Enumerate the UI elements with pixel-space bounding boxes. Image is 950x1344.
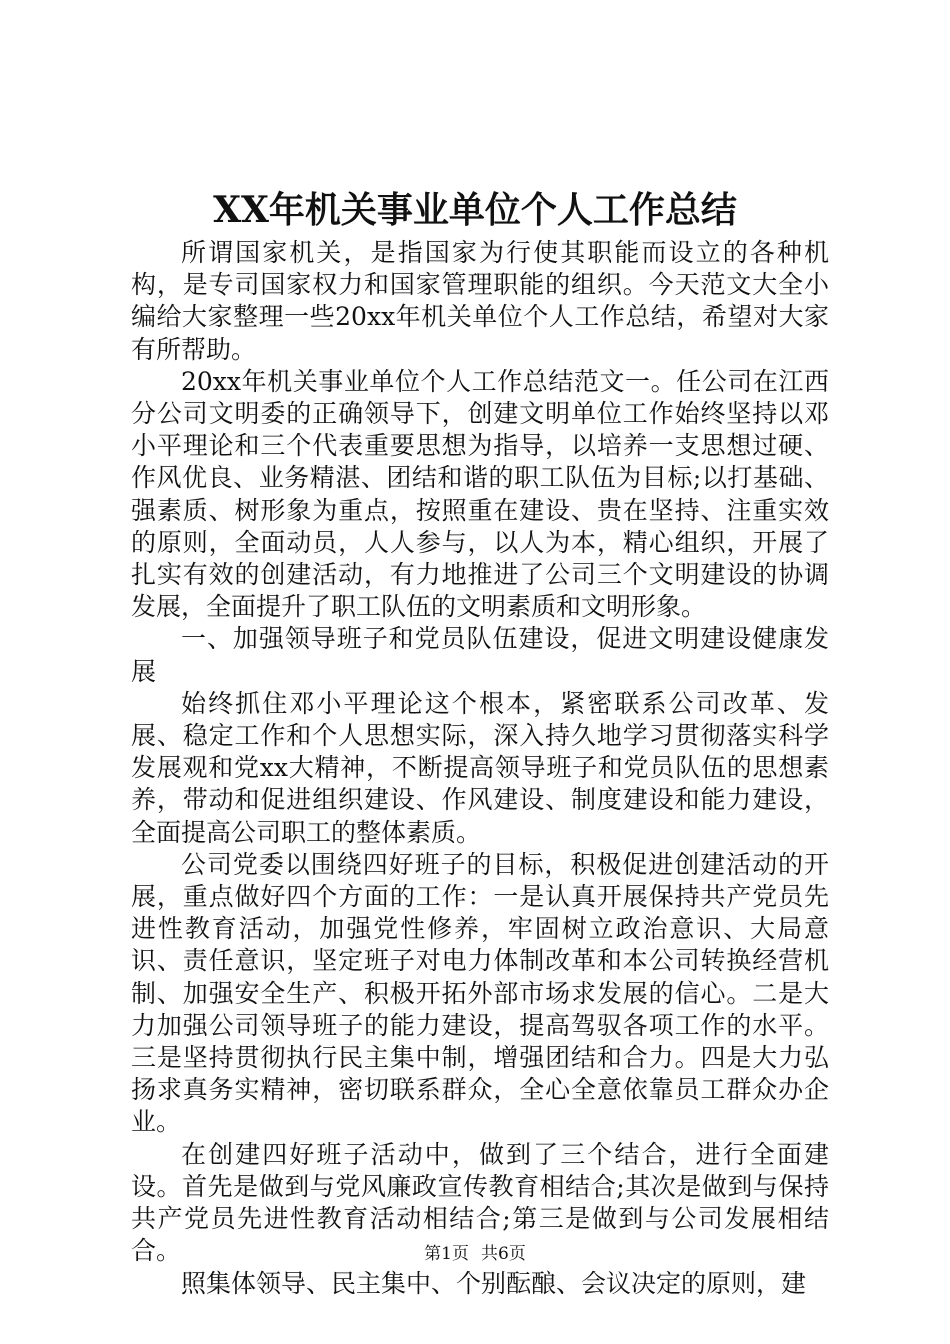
paragraph: 在创建四好班子活动中，做到了三个结合，进行全面建设。首先是做到与党风廉政宣传教育相结合;其次是做到与保持共产党员先进性教育活动相结合;第三是做到与公司发展相结合。 — [131, 1139, 829, 1266]
section-heading: 一、加强领导班子和党员队伍建设，促进文明建设健康发展 — [131, 624, 829, 686]
paragraph: 始终抓住邓小平理论这个根本，紧密联系公司改革、发展、稳定工作和个人思想实际，深入持久地学习贯彻落实科学发展观和党xx大精神，不断提高领导班子和党员队伍的思想素养，带动和促进组织建设、作风建设、制度建设和能力建设，全面提高公司职工的整体素质。 — [131, 688, 829, 847]
page-number: 第1页 — [424, 1244, 469, 1264]
paragraph: 照集体领导、民主集中、个别酝酿、会议决定的原则，建 — [181, 1268, 807, 1298]
page-footer — [0, 1242, 950, 1266]
document-body — [131, 237, 829, 1300]
page-total: 共6页 — [481, 1244, 526, 1264]
document-title: XX年机关事业单位个人工作总结 — [213, 189, 737, 231]
paragraph: 20xx年机关事业单位个人工作总结范文一。任公司在江西分公司文明委的正确领导下，创建文明单位工作始终坚持以邓小平理论和三个代表重要思想为指导，以培养一支思想过硬、作风优良、业务精湛、团结和谐的职工队伍为目标;以打基础、强素质、树形象为重点，按照重在建设、贵在坚持、注重实效的原则，全面动员，人人参与，以人为本，精心组织，开展了扎实有效的创建活动，有力地推进了公司三个文明建设的协调发展，全面提升了职工队伍的文明素质和文明形象。 — [131, 366, 829, 622]
paragraph: 所谓国家机关，是指国家为行使其职能而设立的各种机构，是专司国家权力和国家管理职能的组织。今天范文大全小编给大家整理一些20xx年机关单位个人工作总结，希望对大家有所帮助。 — [131, 238, 829, 364]
paragraph: 公司党委以围绕四好班子的目标，积极促进创建活动的开展，重点做好四个方面的工作：一是认真开展保持共产党员先进性教育活动，加强党性修养，牢固树立政治意识、大局意识、责任意识，坚定班子对电力体制改革和本公司转换经营机制、加强安全生产、积极开拓外部市场求发展的信心。二是大力加强公司领导班子的能力建设，提高驾驭各项工作的水平。三是坚持贯彻执行民主集中制，增强团结和合力。四是大力弘扬求真务实精神，密切联系群众，全心全意依靠员工群众办企业。 — [131, 849, 829, 1137]
